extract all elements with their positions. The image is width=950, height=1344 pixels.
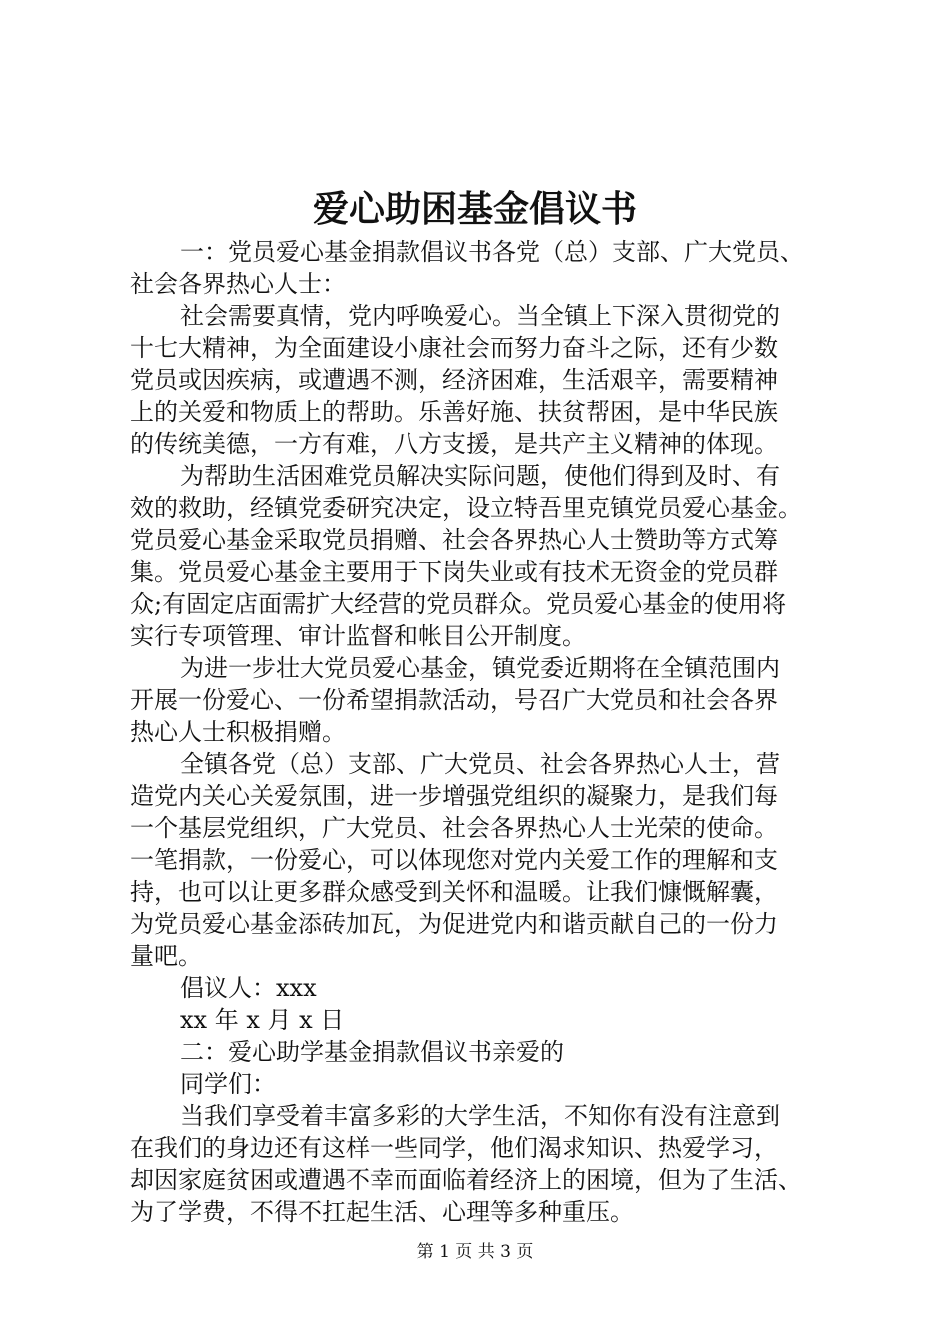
body-line: 一：党员爱心基金捐款倡议书各党（总）支部、广大党员、 [180,238,804,266]
body-line: 上的关爱和物质上的帮助。乐善好施、扶贫帮困，是中华民族 [130,398,778,426]
initiator-line: 倡议人：xxx [180,974,317,1002]
body-line: 集。党员爱心基金主要用于下岗失业或有技术无资金的党员群 [130,558,778,586]
body-line: 持，也可以让更多群众感受到关怀和温暖。让我们慷慨解囊， [130,878,778,906]
date-line: xx 年 x 月 x 日 [180,1006,345,1034]
page-number: 第 1 页 共 3 页 [416,1242,534,1262]
body-line: 党员爱心基金采取党员捐赠、社会各界热心人士赞助等方式筹 [130,526,778,554]
body-line: 众;有固定店面需扩大经营的党员群众。党员爱心基金的使用将 [130,590,787,618]
body-line: 党员或因疾病，或遭遇不测，经济困难，生活艰辛，需要精神 [130,366,778,394]
body-line: 社会需要真情，党内呼唤爱心。当全镇上下深入贯彻党的 [180,302,780,330]
body-line: 当我们享受着丰富多彩的大学生活，不知你有没有注意到 [180,1102,780,1130]
body-line: 全镇各党（总）支部、广大党员、社会各界热心人士，营 [180,750,780,778]
document-title: 爱心助困基金倡议书 [312,188,637,230]
body-line: 却因家庭贫困或遭遇不幸而面临着经济上的困境，但为了生活、 [130,1166,802,1194]
body-line: 为党员爱心基金添砖加瓦，为促进党内和谐贡献自己的一份力 [130,910,778,938]
body-line: 社会各界热心人士： [130,270,346,298]
body-line: 为帮助生活困难党员解决实际问题，使他们得到及时、有 [180,462,780,490]
body-line: 为进一步壮大党员爱心基金，镇党委近期将在全镇范围内 [180,654,780,682]
body-line: 一个基层党组织，广大党员、社会各界热心人士光荣的使命。 [130,814,778,842]
body-line: 开展一份爱心、一份希望捐款活动，号召广大党员和社会各界 [130,686,778,714]
body-line: 热心人士积极捐赠。 [130,718,346,746]
body-line: 量吧。 [130,942,202,970]
body-line: 效的救助，经镇党委研究决定，设立特吾里克镇党员爱心基金。 [130,494,802,522]
section-two-heading: 二：爱心助学基金捐款倡议书亲爱的 [180,1038,564,1066]
body-line: 为了学费，不得不扛起生活、心理等多种重压。 [130,1198,634,1226]
body-line: 十七大精神，为全面建设小康社会而努力奋斗之际，还有少数 [130,334,778,362]
body-line: 的传统美德，一方有难，八方支援，是共产主义精神的体现。 [130,430,778,458]
body-line: 同学们： [180,1070,276,1098]
body-line: 造党内关心关爱氛围，进一步增强党组织的凝聚力，是我们每 [130,782,778,810]
body-line: 一笔捐款，一份爱心，可以体现您对党内关爱工作的理解和支 [130,846,778,874]
body-line: 在我们的身边还有这样一些同学，他们渴求知识、热爱学习， [130,1134,778,1162]
body-line: 实行专项管理、审计监督和帐目公开制度。 [130,622,586,650]
